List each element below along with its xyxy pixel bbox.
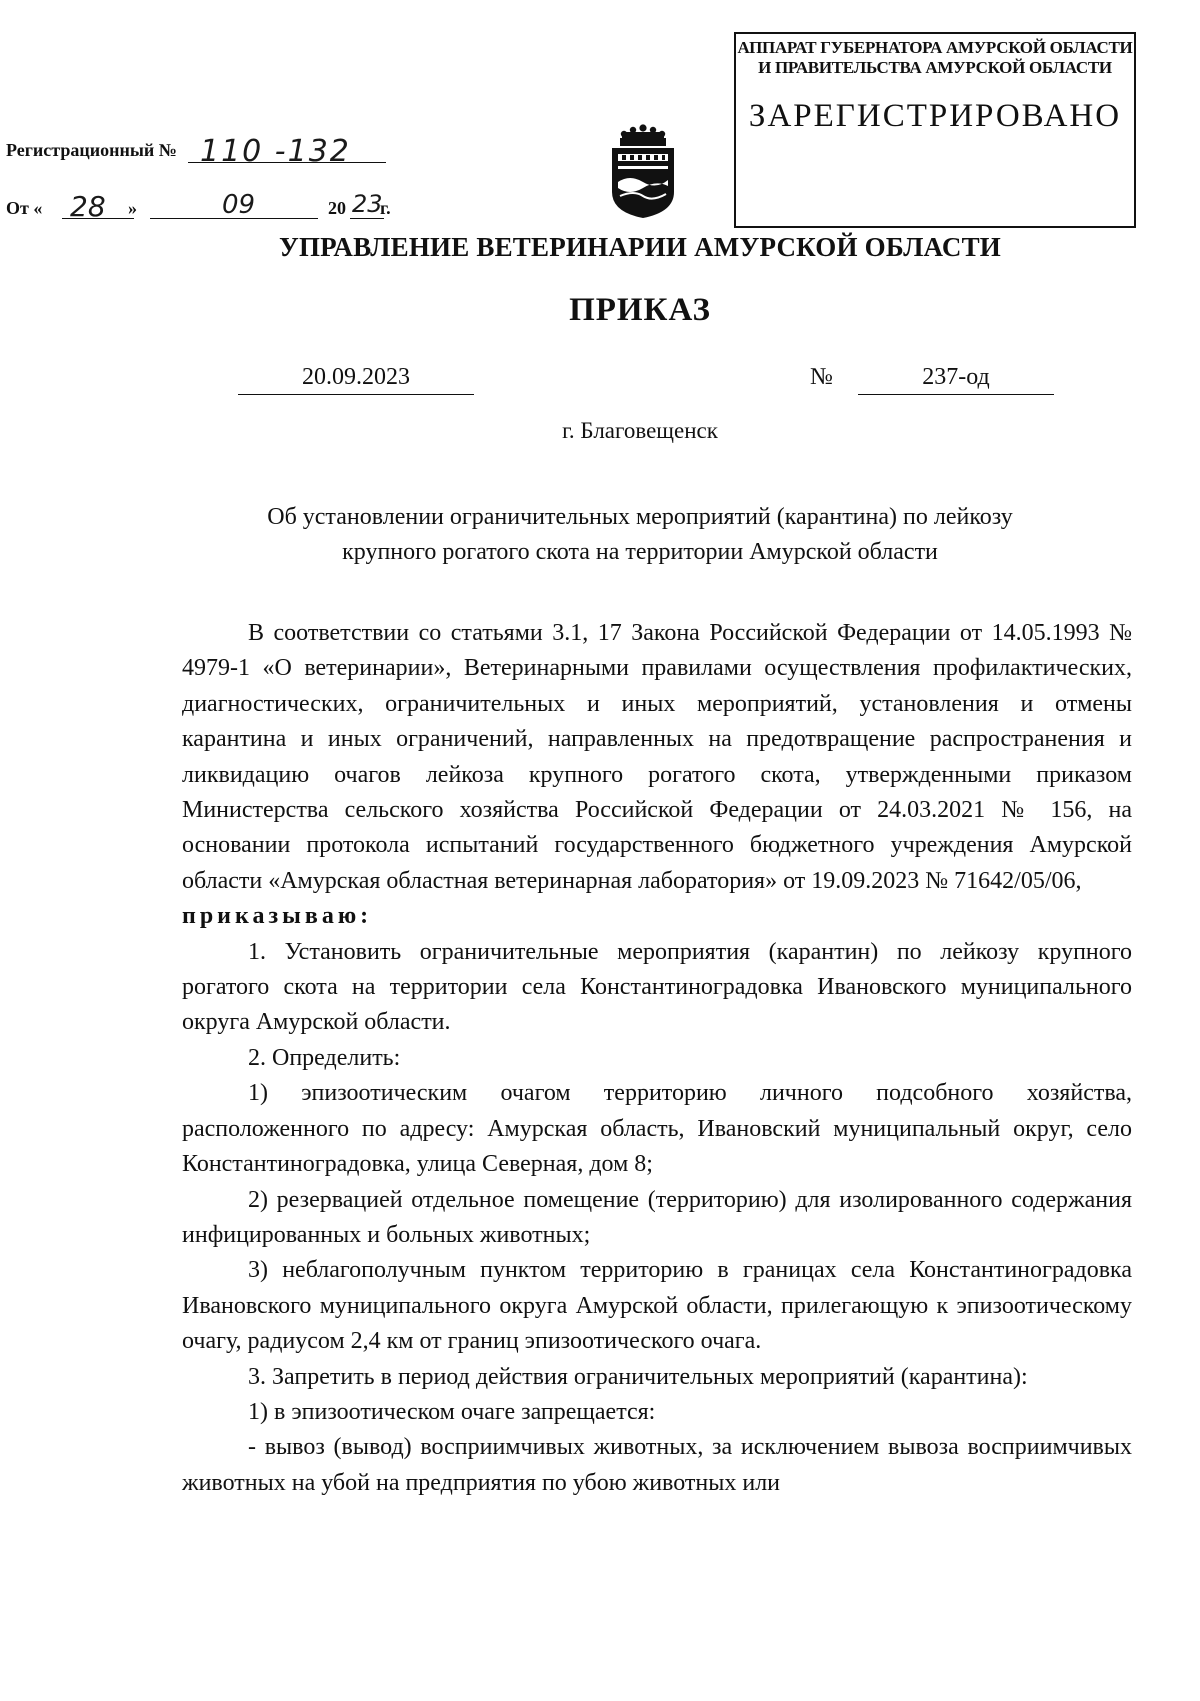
stamp-date-month: 09 bbox=[222, 190, 256, 220]
subject-line-1: Об установлении ограничительных мероприятий (карантина) по лейкозу bbox=[267, 504, 1013, 530]
stamp-date-year-prefix: 20 bbox=[328, 198, 346, 218]
stamp-header bbox=[736, 38, 1134, 78]
stamp-date-suffix: г. bbox=[380, 198, 391, 218]
order-body bbox=[182, 616, 1132, 1501]
registration-stamp bbox=[734, 32, 1136, 228]
stamp-header-line1: АППАРАТ ГУБЕРНАТОРА АМУРСКОЙ ОБЛАСТИ bbox=[737, 38, 1133, 57]
stamp-date-prefix: От « bbox=[6, 198, 43, 218]
clause-3-1-a: - вывоз (вывод) восприимчивых животных, за исключением вывоза восприимчивых животных на убой на предприятия по убою животных или bbox=[182, 1434, 1132, 1496]
stamp-date-year: 23 bbox=[352, 190, 383, 218]
coat-of-arms-icon bbox=[606, 124, 680, 220]
subject-line-2: крупного рогатого скота на территории Амурской области bbox=[342, 539, 938, 565]
organization-name: УПРАВЛЕНИЕ ВЕТЕРИНАРИИ АМУРСКОЙ ОБЛАСТИ bbox=[278, 232, 1002, 262]
stamp-year-underline bbox=[350, 218, 384, 219]
order-verb-paragraph bbox=[182, 899, 1132, 934]
stamp-title: ЗАРЕГИСТРИРОВАНО bbox=[748, 98, 1122, 134]
stamp-header-line2: И ПРАВИТЕЛЬСТВА АМУРСКОЙ ОБЛАСТИ bbox=[758, 58, 1112, 77]
document-type: ПРИКАЗ bbox=[569, 292, 711, 328]
order-subject bbox=[200, 500, 1080, 570]
clause-2-2: 2) резервацией отдельное помещение (территорию) для изолированного содержания инфицированных и больных животных; bbox=[182, 1186, 1132, 1248]
stamp-reg-label: Регистрационный № bbox=[6, 140, 177, 160]
order-verb: приказываю: bbox=[182, 903, 373, 930]
city: г. Благовещенск bbox=[562, 418, 718, 443]
stamp-date-day: 28 bbox=[70, 190, 106, 223]
order-date: 20.09.2023 bbox=[238, 364, 474, 395]
stamp-date-mid: » bbox=[128, 198, 137, 218]
clause-2-1: 1) эпизоотическим очагом территорию личного подсобного хозяйства, расположенного по адресу: Амурская область, Ивановский муниципальный округ, село Константиноградовка, улица Северная, дом 8; bbox=[182, 1080, 1132, 1178]
clause-3: 3. Запретить в период действия ограничительных мероприятий (карантина): bbox=[248, 1363, 1028, 1390]
clause-1: 1. Установить ограничительные мероприятия (карантин) по лейкозу крупного рогатого скота на территории села Константиноградовка Ивановского муниципального округа Амурской области. bbox=[182, 938, 1132, 1036]
order-number: 237-од bbox=[858, 364, 1054, 395]
clause-3-1: 1) в эпизоотическом очаге запрещается: bbox=[248, 1398, 656, 1425]
order-number-label: № bbox=[810, 364, 833, 390]
preamble-paragraph: В соответствии со статьями 3.1, 17 Закона Российской Федерации от 14.05.1993 № 4979-1 «О ветеринарии», Ветеринарными правилами осуществления профилактических, диагностических, ограничительных и иных мероприятий, установления и отмены карантина и иных ограничений, направленных на предотвращение распространения и ликвидацию очагов лейкоза крупного рогатого скота, утвержденными приказом Министерства сельского хозяйства Российской Федерации от 24.03.2021 № 156, на основании протокола испытаний государственного бюджетного учреждения Амурской области «Амурская областная ветеринарная лаборатория» от 19.09.2023 № 71642/05/06, bbox=[182, 620, 1132, 894]
clause-2: 2. Определить: bbox=[248, 1044, 401, 1071]
clause-2-3: 3) неблагополучным пунктом территорию в границах села Константиноградовка Ивановского муниципального округа Амурской области, прилегающую к эпизоотическому очагу, радиусом 2,4 км от границ эпизоотического очага. bbox=[182, 1257, 1132, 1355]
stamp-reg-number: 110 -132 bbox=[200, 134, 351, 169]
